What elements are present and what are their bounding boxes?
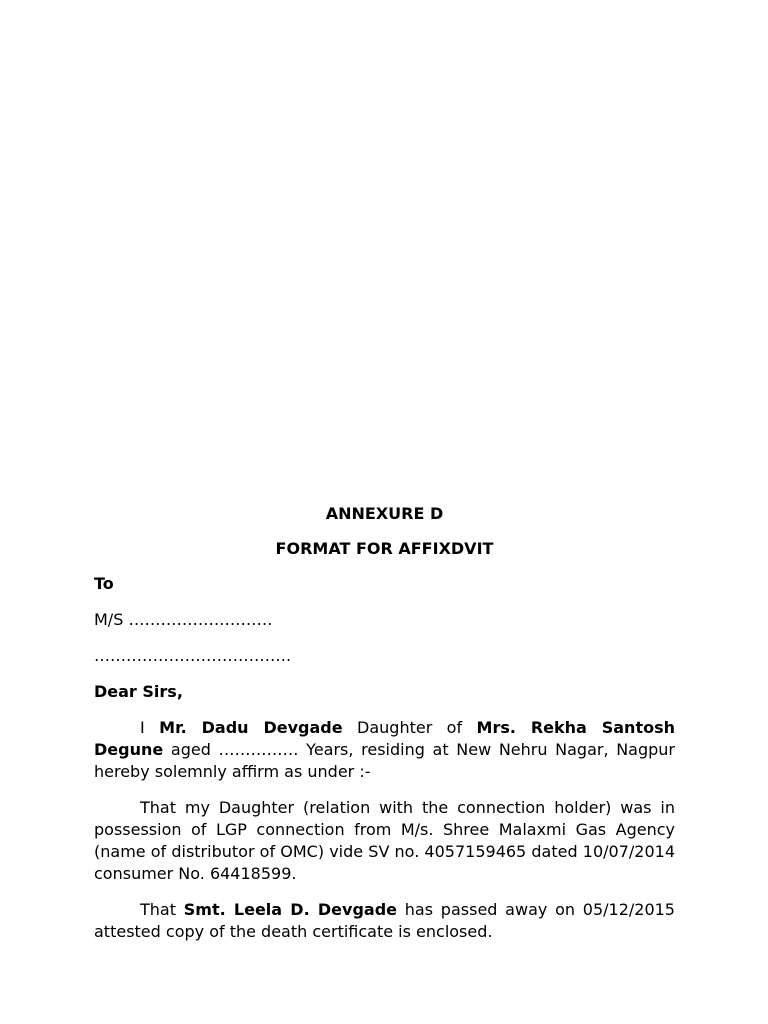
pronoun-i: I — [140, 718, 145, 737]
deceased-name: Smt. Leela D. Devgade — [183, 900, 398, 919]
ms-line: M/S ……………………… — [94, 610, 273, 629]
affirmation-rest: aged …………… Years, residing at New Nehru Nagar, Nagpur hereby solemnly affirm as under :- — [94, 740, 676, 781]
connection-paragraph: That my Daughter (relation with the connection holder) was in possession of LGP connection from M/s. Shree Malaxmi Gas Agency (name of distributor of OMC) vide SV no. 4057159465 dated 10/07/2014 consumer No. 64418599. — [94, 798, 675, 883]
affirmation-paragraph — [94, 717, 675, 783]
deponent-name: Mr. Dadu Devgade — [159, 718, 343, 737]
format-title: FORMAT FOR AFFIXDVIT — [275, 539, 494, 558]
annexure-title: ANNEXURE D — [325, 504, 444, 523]
death-rest: has passed away on 05/12/2015 attested copy of the death certificate is enclosed. — [94, 900, 675, 941]
salutation: Dear Sirs, — [94, 682, 183, 701]
affidavit-body — [94, 503, 675, 957]
parent-name: Mrs. Rekha Santosh Degune — [94, 718, 676, 759]
to-label: To — [94, 574, 114, 593]
death-prefix: That — [140, 900, 176, 919]
death-paragraph — [94, 899, 675, 943]
address-line: ………………………………. — [94, 646, 292, 665]
relation-text: Daughter of — [357, 718, 463, 737]
